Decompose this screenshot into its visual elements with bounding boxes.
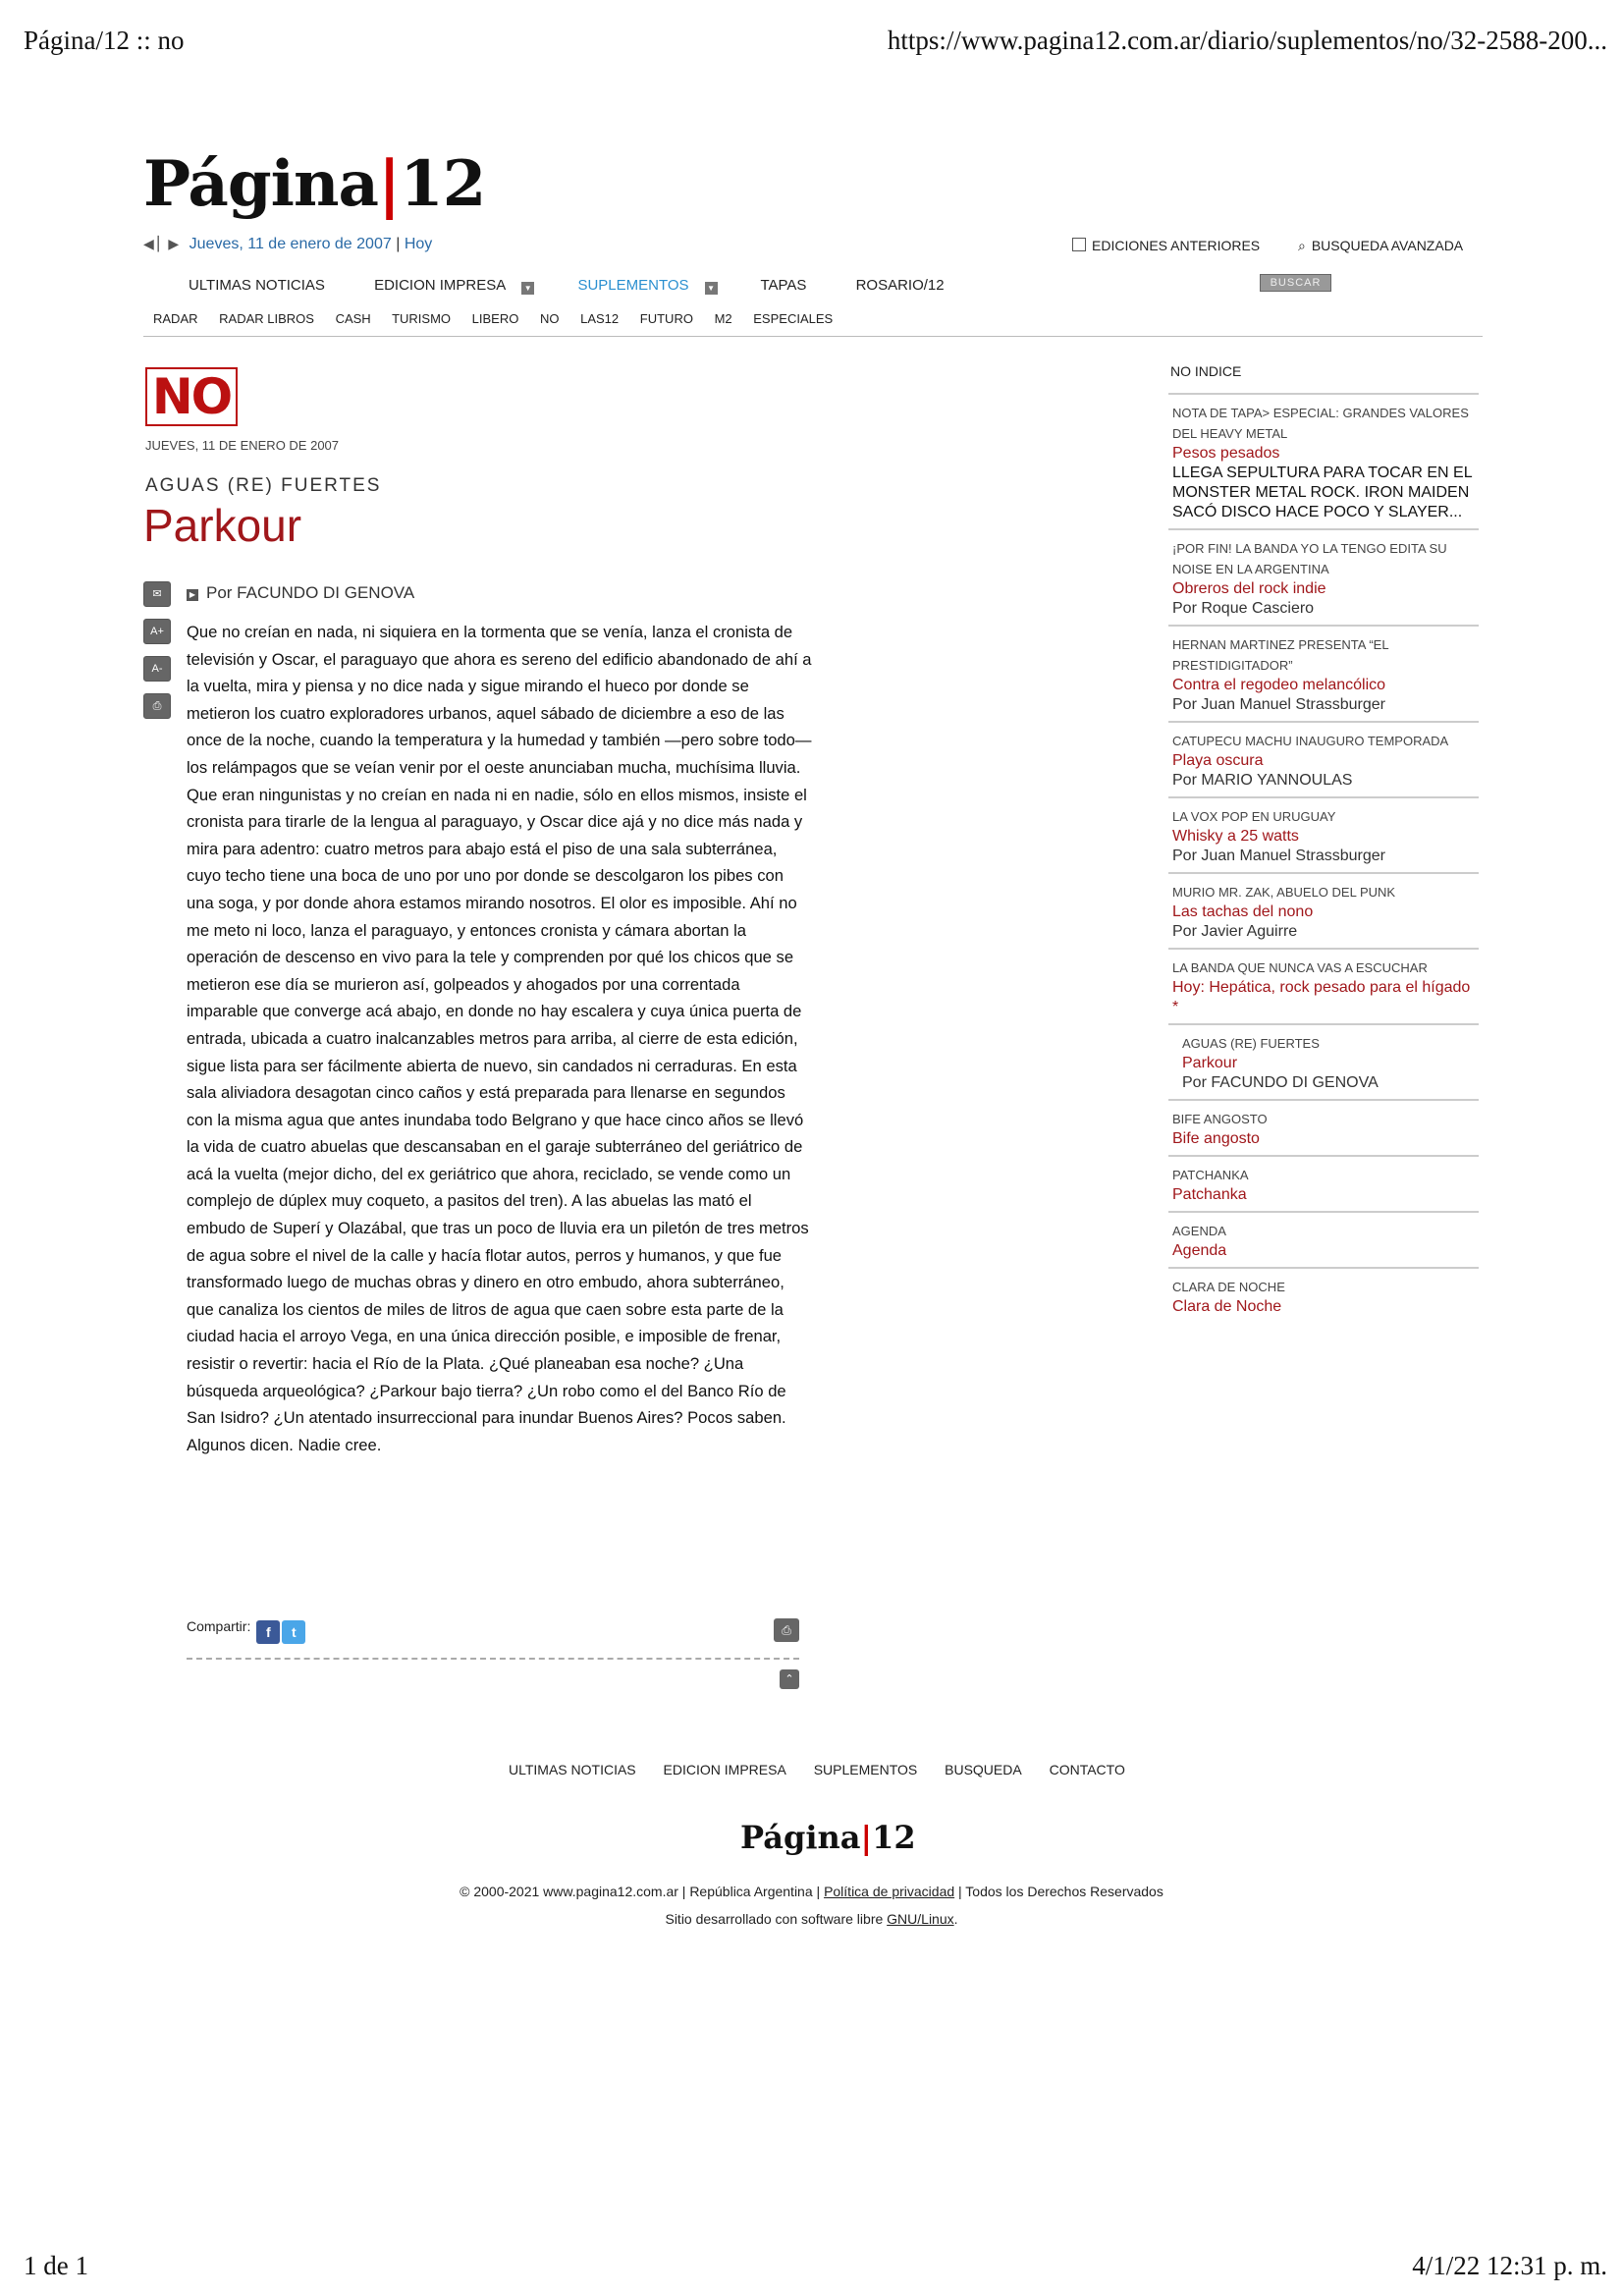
subnav-futuro[interactable]: FUTURO — [639, 311, 693, 326]
footer-edicion-impresa[interactable]: EDICION IMPRESA — [663, 1762, 786, 1777]
article-title: Parkour — [143, 500, 302, 551]
sidebar-item-title[interactable]: Bife angosto — [1172, 1130, 1260, 1147]
sidebar-item-kicker: AGENDA — [1172, 1224, 1226, 1238]
buscar-button[interactable]: BUSCAR — [1260, 274, 1331, 292]
sidebar-item-kicker: MURIO MR. ZAK, ABUELO DEL PUNK — [1172, 885, 1396, 900]
share-label: Compartir: — [187, 1618, 251, 1634]
sidebar-item-title[interactable]: Parkour — [1182, 1055, 1238, 1071]
sidebar-item-title[interactable]: Las tachas del nono — [1172, 903, 1314, 920]
font-decrease-button[interactable]: A- — [143, 656, 171, 682]
sidebar-item-kicker: LA VOX POP EN URUGUAY — [1172, 809, 1336, 824]
today-link[interactable]: Hoy — [404, 236, 433, 252]
sidebar-item-title[interactable]: Whisky a 25 watts — [1172, 828, 1299, 845]
sidebar-item-title[interactable]: Obreros del rock indie — [1172, 580, 1326, 597]
ediciones-anteriores-link[interactable] — [1072, 238, 1260, 253]
print-header-title: Página/12 :: no — [24, 26, 185, 55]
sidebar-item-kicker: LA BANDA QUE NUNCA VAS A ESCUCHAR — [1172, 960, 1428, 975]
send-icon[interactable]: ✉ — [143, 581, 171, 607]
sidebar-item-author: Por Javier Aguirre — [1172, 923, 1298, 940]
article-tools — [143, 581, 171, 731]
sidebar-item[interactable] — [1168, 872, 1479, 948]
sidebar-item-author: Por Juan Manuel Strassburger — [1172, 847, 1385, 864]
sidebar-item-kicker: NOTA DE TAPA> ESPECIAL: GRANDES VALORES DEL HEAVY METAL — [1172, 406, 1469, 441]
sidebar-item[interactable] — [1168, 393, 1479, 528]
back-to-top-icon[interactable]: ⌃ — [780, 1669, 799, 1689]
busqueda-avanzada-link[interactable] — [1298, 238, 1463, 254]
chevron-down-icon[interactable]: ▼ — [521, 282, 534, 295]
busqueda-label: BUSQUEDA AVANZADA — [1311, 238, 1464, 253]
font-increase-button[interactable]: A+ — [143, 619, 171, 644]
sidebar-item-title[interactable]: Patchanka — [1172, 1186, 1247, 1203]
nav-edicion-impresa[interactable]: EDICION IMPRESA — [374, 277, 507, 294]
sidebar-item-title[interactable]: Playa oscura — [1172, 752, 1264, 769]
sidebar-item-kicker: CATUPECU MACHU INAUGURO TEMPORADA — [1172, 734, 1449, 748]
logo-bar: | — [377, 147, 401, 221]
copyright-text-a: © 2000-2021 www.pagina12.com.ar | República Argentina | — [460, 1884, 825, 1899]
article-byline — [187, 583, 414, 603]
sidebar-item[interactable] — [1168, 796, 1479, 872]
sidebar-list — [1168, 393, 1479, 1323]
sidebar-item-title[interactable]: Contra el regodeo melancólico — [1172, 677, 1386, 693]
archive-icon — [1072, 238, 1086, 251]
nav-divider — [143, 336, 1483, 337]
print-button[interactable]: ⎙ — [774, 1618, 799, 1642]
site-logo[interactable] — [143, 147, 486, 221]
sidebar-item[interactable] — [1168, 1211, 1479, 1267]
footer-ultimas-noticias[interactable]: ULTIMAS NOTICIAS — [509, 1762, 636, 1777]
footer-logo-right: 12 — [872, 1819, 916, 1856]
section-logo-no[interactable]: NO — [145, 367, 238, 426]
footer-contacto[interactable]: CONTACTO — [1049, 1762, 1125, 1777]
search-icon: ⌕ — [1298, 238, 1306, 253]
footer-nav — [509, 1762, 1149, 1777]
author-arrow-icon: ▶ — [187, 589, 198, 601]
article-body: Que no creían en nada, ni siquiera en la tormenta que se venía, lanza el cronista de televisión y Oscar, el paraguayo que ahora es sereno del edificio abandonado de ahí a la vuelta, mira y piensa y no dice nada y sigue mirando el hueco por donde se metieron los cuatro exploradores urbanos, aquel sábado de diciembre a eso de las once de la noche, cuando la temperatura y la humedad y también —pero sobre todo— los relámpagos que se veían venir por el oeste anunciaban mucha, muchísima lluvia. Que eran ningunistas y no creían en nada ni en nadie, sólo en ellos mismos, insiste el cronista para tirarle de la lengua al paraguayo, y Oscar dice ajá y no dice más nada y mira para adentro: cuatro metros para abajo está el piso de una sala subterránea, cuyo techo tiene una boca de uno por uno por donde se descolgaron los pibes con una soga, y por donde ahora estamos mirando nosotros. El olor es imposible. Ahí no me meto ni loco, lanza el paraguayo, y entonces cronista y cámara abortan la operación de descenso en vivo para la tele y comprenden por qué los chicos que se metieron ese día se murieron así, golpeados y ahogados por una correntada imparable que converge acá abajo, en donde no hay escalera y cuya única puerta de entrada, ubicada a cuatro inalcanzables metros para arriba, al cierre de esta edición, sigue lista para ser fácilmente abierta de nuevo, sin candados ni cerraduras. En esta sala aliviadora desagotan cinco caños y está preparada para llenarse en segundos con la misma agua que antes inundaba todo Belgrano y que hace cinco años se llevó la vida de cuatro abuelas que descansaban en el garaje subterráneo del geriátrico de acá la vuelta (mejor dicho, del ex geriátrico que ahora, reciclado, se vende como un complejo de dúplex muy coqueto, a pasitos del tren). A las abuelas las mató el embudo de Superí y Olazábal, que tras un poco de lluvia era un piletón de tres metros de agua sobre el nivel de la calle y hacía flotar autos, perros y humanos, y que fue transformado luego de muchas obras y dinero en otro embudo, ahora subterráneo, que canaliza los cientos de miles de litros de agua que caen sobre esta parte de la ciudad hacia el arroyo Vega, en una única dirección posible, e imposible de frenar, resistir o revertir: hacia el Río de la Plata. ¿Qué planeaban esa noche? ¿Una búsqueda arqueológica? ¿Parkour bajo tierra? ¿Un robo como el del Banco Río de San Isidro? ¿Un atentado insurreccional para inundar Buenos Aires? Pocos saben. Algunos dicen. Nadie cree. — [187, 623, 812, 1454]
sidebar-item-author: Por FACUNDO DI GENOVA — [1182, 1074, 1379, 1091]
sidebar-header: NO INDICE — [1170, 363, 1242, 379]
sidebar-index — [1168, 363, 1479, 1323]
nav-tapas[interactable]: TAPAS — [760, 277, 807, 294]
nav-rosario12[interactable]: ROSARIO/12 — [855, 277, 945, 294]
nav-suplementos[interactable]: SUPLEMENTOS — [577, 277, 689, 294]
byline-text[interactable]: Por FACUNDO DI GENOVA — [206, 583, 415, 602]
copyright-text-b: | Todos los Derechos Reservados — [954, 1884, 1163, 1899]
subnav-especiales[interactable]: ESPECIALES — [753, 311, 834, 326]
sidebar-item[interactable] — [1168, 1023, 1479, 1099]
print-icon[interactable]: ⎙ — [143, 693, 171, 719]
main-nav — [189, 277, 990, 295]
chevron-down-icon[interactable]: ▼ — [705, 282, 718, 295]
date-bar: ◀ ▏▶ Jueves, 11 de enero de 2007 | Hoy — [143, 236, 433, 252]
footer-suplementos[interactable]: SUPLEMENTOS — [813, 1762, 918, 1777]
subnav-radar[interactable]: RADAR — [153, 311, 198, 326]
subnav-las12[interactable]: LAS12 — [580, 311, 620, 326]
sidebar-item-title[interactable]: Clara de Noche — [1172, 1298, 1282, 1315]
subnav-turismo[interactable]: TURISMO — [392, 311, 452, 326]
sidebar-item-title[interactable]: Hoy: Hepática, rock pesado para el hígado * — [1172, 979, 1471, 1015]
sidebar-item-title[interactable]: Pesos pesados — [1172, 445, 1280, 462]
subnav-cash[interactable]: CASH — [335, 311, 371, 326]
dashed-divider — [187, 1658, 799, 1660]
sidebar-item-kicker: PATCHANKA — [1172, 1168, 1249, 1182]
sidebar-item[interactable] — [1168, 948, 1479, 1023]
sidebar-item[interactable] — [1168, 1099, 1479, 1155]
print-header-url: https://www.pagina12.com.ar/diario/suplementos/no/32-2588-200... — [887, 26, 1607, 55]
developer-text-b: . — [953, 1911, 958, 1927]
subnav-m2[interactable]: M2 — [714, 311, 732, 326]
sidebar-item-author: Por Juan Manuel Strassburger — [1172, 696, 1385, 713]
article-kicker: AGUAS (RE) FUERTES — [145, 475, 382, 496]
developer-text-a: Sitio desarrollado con software libre — [665, 1911, 888, 1927]
footer-logo-bar: | — [860, 1819, 873, 1856]
sidebar-item[interactable] — [1168, 721, 1479, 796]
current-date-link[interactable]: Jueves, 11 de enero de 2007 — [189, 236, 392, 252]
subnav-no[interactable]: NO — [539, 311, 560, 326]
print-footer-page: 1 de 1 — [24, 2251, 88, 2280]
article-date: JUEVES, 11 DE ENERO DE 2007 — [145, 438, 340, 453]
sidebar-item-kicker: CLARA DE NOCHE — [1172, 1280, 1285, 1294]
sub-nav — [153, 311, 850, 326]
sidebar-item-kicker: ¡POR FIN! LA BANDA YO LA TENGO EDITA SU NOISE EN LA ARGENTINA — [1172, 541, 1447, 576]
ediciones-label: EDICIONES ANTERIORES — [1092, 238, 1261, 253]
sidebar-item-kicker: BIFE ANGOSTO — [1172, 1112, 1268, 1126]
twitter-icon[interactable]: t — [282, 1620, 305, 1644]
privacy-link[interactable]: Política de privacidad — [824, 1884, 955, 1899]
gnu-linux-link[interactable]: GNU/Linux — [887, 1911, 954, 1927]
sidebar-item-author: Por MARIO YANNOULAS — [1172, 772, 1353, 789]
sidebar-item[interactable] — [1168, 1267, 1479, 1323]
prev-next-arrows-icon[interactable]: ◀ ▏▶ — [143, 236, 180, 251]
footer-logo-left: Página — [740, 1819, 861, 1856]
copyright-line — [0, 1884, 1623, 1899]
sidebar-item[interactable] — [1168, 625, 1479, 721]
developer-line — [0, 1911, 1623, 1927]
nav-ultimas-noticias[interactable]: ULTIMAS NOTICIAS — [189, 277, 325, 294]
share-bar — [187, 1618, 305, 1644]
footer-logo[interactable] — [740, 1819, 916, 1856]
sidebar-item-kicker: HERNAN MARTINEZ PRESENTA “EL PRESTIDIGITADOR” — [1172, 637, 1389, 673]
subnav-radar-libros[interactable]: RADAR LIBROS — [219, 311, 314, 326]
sidebar-item[interactable] — [1168, 528, 1479, 625]
print-footer-date: 4/1/22 12:31 p. m. — [1412, 2251, 1607, 2280]
sidebar-item[interactable] — [1168, 1155, 1479, 1211]
sidebar-item-kicker: AGUAS (RE) FUERTES — [1182, 1036, 1320, 1051]
logo-text-right: 12 — [400, 147, 486, 221]
logo-text-left: Página — [143, 147, 378, 221]
sidebar-item-desc: LLEGA SEPULTURA PARA TOCAR EN EL MONSTER METAL ROCK. IRON MAIDEN SACÓ DISCO HACE POCO Y SLAYER... — [1172, 465, 1473, 520]
sidebar-item-title[interactable]: Agenda — [1172, 1242, 1227, 1259]
footer-busqueda[interactable]: BUSQUEDA — [945, 1762, 1022, 1777]
subnav-libero[interactable]: LIBERO — [471, 311, 519, 326]
facebook-icon[interactable]: f — [256, 1620, 280, 1644]
sidebar-item-author: Por Roque Casciero — [1172, 600, 1315, 617]
